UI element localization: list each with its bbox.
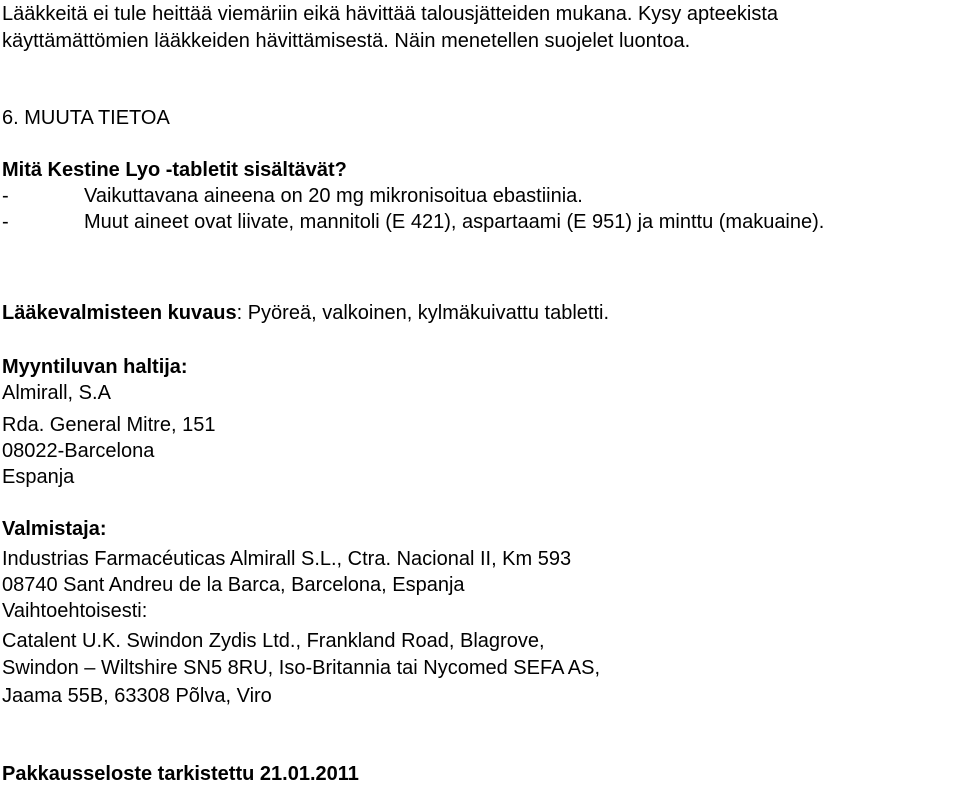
- manufacturer-line-2: 08740 Sant Andreu de la Barca, Barcelona, Espanja: [2, 574, 465, 596]
- manufacturer-line-6: Jaama 55B, 63308 Põlva, Viro: [2, 685, 272, 707]
- contents-item-2-text: Muut aineet ovat liivate, mannitoli (E 421), aspartaami (E 951) ja minttu (makuaine).: [84, 211, 825, 233]
- holder-line-4: Espanja: [2, 466, 75, 488]
- holder-heading: Myyntiluvan haltija:: [2, 356, 188, 378]
- manufacturer-line-5: Swindon – Wiltshire SN5 8RU, Iso-Britannia tai Nycomed SEFA AS,: [2, 657, 601, 679]
- description-line: [2, 300, 609, 326]
- contents-heading: Mitä Kestine Lyo -tabletit sisältävät?: [2, 159, 347, 181]
- holder-line-3: 08022-Barcelona: [2, 440, 155, 462]
- description-text: : Pyöreä, valkoinen, kylmäkuivattu tabletti.: [236, 302, 609, 324]
- bullet-dash: -: [2, 185, 9, 207]
- revision-date: Pakkausseloste tarkistettu 21.01.2011: [2, 763, 359, 785]
- contents-item-2: [2, 209, 824, 235]
- holder-line-2: Rda. General Mitre, 151: [2, 414, 216, 436]
- disposal-text-line-2: käyttämättömien lääkkeiden hävittämisestä. Näin menetellen suojelet luontoa.: [2, 30, 691, 52]
- manufacturer-line-4: Catalent U.K. Swindon Zydis Ltd., Frankland Road, Blagrove,: [2, 630, 545, 652]
- description-label: Lääkevalmisteen kuvaus: [2, 302, 237, 324]
- disposal-text-line-1: Lääkkeitä ei tule heittää viemäriin eikä hävittää talousjätteiden mukana. Kysy apteekista: [2, 3, 779, 25]
- section-6-heading: 6. MUUTA TIETOA: [2, 107, 170, 129]
- manufacturer-line-1: Industrias Farmacéuticas Almirall S.L., Ctra. Nacional II, Km 593: [2, 548, 572, 570]
- bullet-dash: -: [2, 211, 9, 233]
- contents-item-1-text: Vaikuttavana aineena on 20 mg mikronisoitua ebastiinia.: [84, 185, 583, 207]
- manufacturer-line-3: Vaihtoehtoisesti:: [2, 600, 148, 622]
- manufacturer-heading: Valmistaja:: [2, 518, 107, 540]
- holder-line-1: Almirall, S.A: [2, 382, 111, 404]
- contents-item-1: [2, 183, 583, 209]
